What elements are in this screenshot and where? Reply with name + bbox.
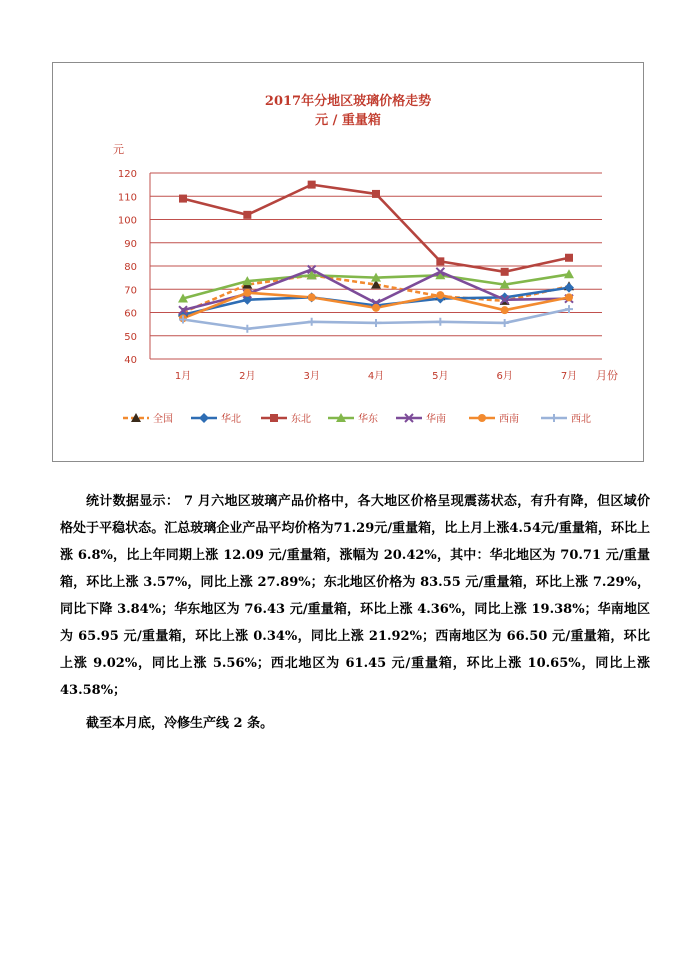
series-3-point-5 xyxy=(436,257,444,265)
y-tick-label-40: 40 xyxy=(124,355,137,366)
series-6-point-7 xyxy=(565,293,573,301)
line-chart xyxy=(53,63,643,461)
report-text xyxy=(60,488,650,750)
x-axis-label: 月份 xyxy=(596,369,618,382)
series-6-point-5 xyxy=(436,291,444,299)
legend-marker-2 xyxy=(199,413,209,423)
legend-label-4: 华东 xyxy=(358,414,378,425)
summary-paragraph: 统计数据显示： 7 月六地区玻璃产品价格中，各大地区价格呈现震荡状态，有升有降，但区域价格处于平稳状态。汇总玻璃企业产品平均价格为71.29元/重量箱，比上月上涨4.54元/重量箱，环比上涨 6.8%，比上年同期上涨 12.09 元/重量箱，涨幅为 20.42%，其中：华北地区为 70.71 元/重量箱，环比上涨 3.57%，同比上涨 27.89%；东北地区价格为 83.55 元/重量箱，环比上涨 7.29%，同比下降 3.84%；华东地区为 76.43 元/重量箱，环比上涨 4.36%，同比上涨 19.38%；华南地区为 65.95 元/重量箱，环比上涨 0.34%，同比上涨 21.92%；西南地区为 66.50 元/重量箱，环比上涨 9.02%，同比上涨 5.56%；西北地区为 61.45 元/重量箱，环比上涨 10.65%，同比上涨 43.58%； xyxy=(60,494,650,698)
legend-marker-6 xyxy=(478,414,486,422)
chart-subtitle: 元 / 重量箱 xyxy=(315,113,381,128)
y-tick-label-70: 70 xyxy=(124,285,137,297)
series-6-point-4 xyxy=(372,304,380,312)
legend-marker-7 xyxy=(550,414,558,422)
series-7-point-6 xyxy=(501,319,509,327)
legend-label-3: 东北 xyxy=(291,414,311,425)
x-tick-label-4: 4月 xyxy=(367,371,385,382)
y-tick-label-60: 60 xyxy=(124,308,137,320)
legend-label-7: 西北 xyxy=(571,414,591,425)
y-tick-label-50: 50 xyxy=(124,331,137,343)
series-3-point-3 xyxy=(308,181,316,189)
x-tick-label-6: 6月 xyxy=(496,371,513,382)
series-7-point-2 xyxy=(243,325,251,333)
y-tick-label-90: 90 xyxy=(124,238,137,250)
chart-frame xyxy=(52,62,644,462)
legend-marker-3 xyxy=(270,414,278,422)
series-6-point-6 xyxy=(501,306,509,314)
series-3-point-7 xyxy=(565,254,573,262)
legend-label-1: 全国 xyxy=(153,414,173,425)
y-tick-label-80: 80 xyxy=(124,262,137,273)
series-3-point-2 xyxy=(243,211,251,219)
series-6-point-3 xyxy=(308,293,316,301)
series-3-point-4 xyxy=(372,190,380,198)
series-7-point-7 xyxy=(565,305,573,313)
x-tick-label-1: 1月 xyxy=(174,371,192,382)
series-7-point-3 xyxy=(308,318,316,326)
legend-label-2: 华北 xyxy=(221,414,241,425)
series-3-point-6 xyxy=(501,268,509,276)
y-tick-label-120: 120 xyxy=(117,169,137,180)
x-tick-label-5: 5月 xyxy=(432,371,449,382)
series-7-point-5 xyxy=(436,318,444,326)
x-tick-label-7: 7月 xyxy=(560,371,578,382)
series-3-point-1 xyxy=(179,195,187,203)
y-tick-label-110: 110 xyxy=(117,192,137,204)
x-tick-label-3: 3月 xyxy=(303,371,320,382)
legend-label-6: 西南 xyxy=(499,414,519,425)
legend-label-5: 华南 xyxy=(426,414,446,425)
series-6-point-2 xyxy=(243,289,251,297)
series-2-point-7 xyxy=(564,283,574,293)
x-tick-label-2: 2月 xyxy=(239,371,256,382)
chart-title: 2017年分地区玻璃价格走势 xyxy=(264,94,432,109)
y-tick-label-100: 100 xyxy=(117,215,137,227)
cold-repair-note: 截至本月底，冷修生产线 2 条。 xyxy=(86,716,274,731)
series-7-point-4 xyxy=(372,319,380,327)
y-axis-label: 元 xyxy=(113,143,124,156)
